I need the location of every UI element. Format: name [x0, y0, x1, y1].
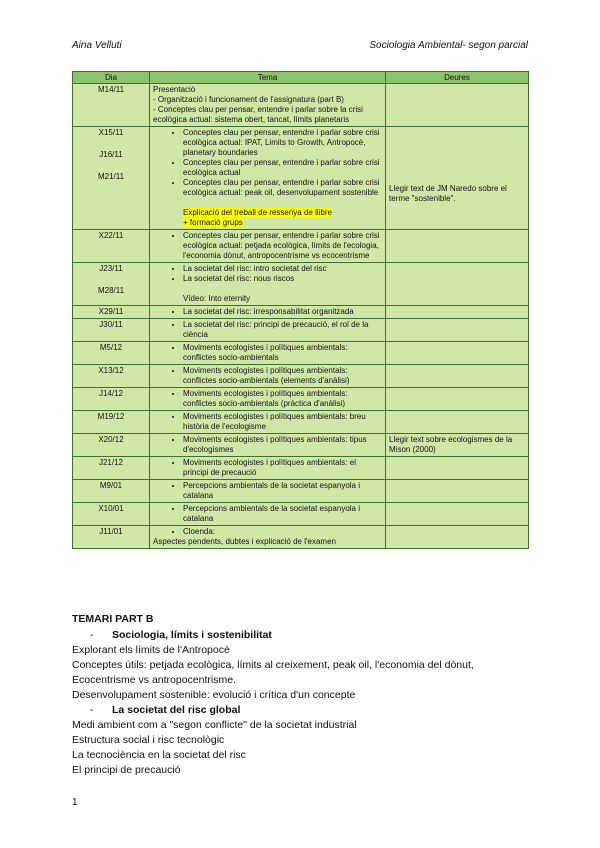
homework-cell [386, 434, 529, 457]
table-row [73, 230, 529, 263]
homework-cell [386, 457, 529, 480]
col-header-day: Dia [73, 72, 150, 84]
topic-item: • Moviments ecologistes i polítiques ambientals: conflictes socio-ambientals [183, 343, 382, 363]
topic-line: Presentació [153, 85, 196, 94]
homework-cell [386, 503, 529, 526]
day-label: J21/12 [98, 458, 124, 467]
temari-item: El principi de precaució [72, 764, 181, 776]
day-label: X13/12 [98, 366, 124, 375]
topic-cell [150, 84, 386, 127]
schedule-table [72, 71, 529, 549]
table-row [73, 263, 529, 306]
table-row [73, 503, 529, 526]
table-row [73, 365, 529, 388]
topic-item: • Conceptes clau per pensar, entendre i parlar sobre crisi ecològica actual: petjada ecològica, límits de l'ecologia, l'economia dònut, antropocentrisme vs ecocentrisme [183, 231, 382, 261]
day-cell [73, 230, 150, 263]
topic-list [153, 366, 382, 386]
spacer [153, 198, 382, 208]
temari-heading [72, 703, 542, 718]
topic-cell [150, 365, 386, 388]
temari-section [72, 612, 542, 778]
temari-item: Estructura social i risc tecnològic [72, 734, 225, 746]
topic-cell [150, 230, 386, 263]
day-cell [73, 84, 150, 127]
topic-list [153, 307, 382, 317]
page-number: 1 [72, 797, 78, 808]
topic-list [153, 458, 382, 478]
topic-line: - Conceptes clau per pensar, entendre i parlar sobre la crisi ecològica actual: sistema obert, tancat, límits planetaris [153, 105, 363, 124]
temari-item: Explorant els límits de l'Antropocè [72, 644, 230, 656]
day-label: M5/12 [99, 343, 123, 352]
table-row [73, 342, 529, 365]
topic-item: • La societat del risc: principi de precaució, el rol de la ciència [183, 320, 382, 340]
topic-item: • Conceptes clau per pensar, entendre i parlar sobre crisi ecològica actual: peak oil, desenvolupament sostenible [183, 178, 382, 198]
homework-text: Llegir text sobre ecologismes de la Mison (2000) [389, 435, 513, 454]
homework-cell [386, 319, 529, 342]
temari-title: TEMARI PART B [72, 613, 154, 625]
temari-item: Ecocentrisme vs antropocentrisme. [72, 674, 236, 686]
topic-list [153, 481, 382, 501]
highlight-line: Explicació del treball de ressenya de llibre [183, 208, 332, 217]
temari-heading-text: Sociologia, límits i sostenibilitat [112, 629, 272, 641]
topic-cell [150, 127, 386, 230]
day-label: M28/11 [97, 286, 125, 295]
topic-cell [150, 411, 386, 434]
header-course: Sociologia Ambiental- segon parcial [369, 40, 528, 51]
temari-heading-text: La societat del risc global [112, 704, 241, 716]
homework-cell [386, 526, 529, 549]
topic-cell [150, 388, 386, 411]
day-label: M14/11 [97, 85, 125, 94]
homework-cell [386, 411, 529, 434]
table-row [73, 306, 529, 319]
day-label: M19/12 [97, 412, 125, 421]
topic-cell [150, 306, 386, 319]
topic-item: • Moviments ecologistes i polítiques ambientals: conflictes socio-ambientals (elements d'anàlisi) [183, 366, 382, 386]
topic-cell [150, 480, 386, 503]
highlight-line: + formació grups [183, 218, 243, 227]
topic-item: • Moviments ecologistes i polítiques ambientals: breu història de l'ecologisme [183, 412, 382, 432]
col-header-homework: Deures [386, 72, 529, 84]
topic-item: • La societat del risc: nous riscos [183, 274, 382, 284]
topic-item: • Percepcions ambientals de la societat espanyola i catalana [183, 481, 382, 501]
topic-line: - Organització i funcionament de l'assignatura (part B) [153, 95, 344, 104]
topic-item: • Moviments ecologistes i polítiques ambientals: conflictes socio-ambientals (pràctica d'anàlisi) [183, 389, 382, 409]
temari-bullet: - [90, 704, 94, 716]
topic-cell [150, 263, 386, 306]
homework-cell [386, 263, 529, 306]
temari-item: Medi ambient com a "segon conflicte" de la societat industrial [72, 719, 357, 731]
topic-list [153, 264, 382, 284]
day-cell [73, 319, 150, 342]
topic-cell [150, 457, 386, 480]
day-cell [73, 127, 150, 230]
table-row [73, 457, 529, 480]
topic-cell [150, 319, 386, 342]
day-cell [73, 457, 150, 480]
homework-cell [386, 365, 529, 388]
temari-heading [72, 628, 542, 643]
day-cell [73, 388, 150, 411]
topic-list [153, 320, 382, 340]
topic-cell [150, 503, 386, 526]
day-cell [73, 342, 150, 365]
table-row [73, 526, 529, 549]
topic-extra: Vídeo: Into eternity [183, 294, 251, 303]
topic-item: • Moviments ecologistes i polítiques ambientals: el principi de precaució [183, 458, 382, 478]
day-label: X29/11 [98, 307, 124, 316]
topic-list [153, 231, 382, 261]
day-label: J16/11 [99, 150, 123, 159]
topic-cell [150, 526, 386, 549]
homework-cell [386, 342, 529, 365]
topic-list [153, 128, 382, 198]
day-cell [73, 480, 150, 503]
day-cell [73, 503, 150, 526]
day-cell [73, 434, 150, 457]
temari-item: Conceptes útils: petjada ecològica, límits al creixement, peak oil, l'economia del dònut, [72, 659, 474, 671]
topic-item: • Cloenda: [183, 527, 382, 537]
homework-cell [386, 127, 529, 230]
day-cell [73, 365, 150, 388]
homework-text: Llegir text de JM Naredo sobre el terme "sostenible". [389, 184, 507, 203]
day-label: X10/01 [98, 504, 124, 513]
topic-cell [150, 434, 386, 457]
day-label: M9/01 [99, 481, 123, 490]
day-label: X20/12 [98, 435, 124, 444]
day-label: J11/01 [99, 527, 123, 536]
header-author: Aina Velluti [72, 40, 122, 51]
day-label: M21/11 [97, 172, 125, 181]
topic-item: • La societat del risc: irresponsabilitat organitzada [183, 307, 382, 317]
table-row [73, 84, 529, 127]
topic-list [153, 527, 382, 537]
day-cell [73, 263, 150, 306]
topic-item: • La societat del risc: intro societat del risc [183, 264, 382, 274]
homework-cell [386, 84, 529, 127]
temari-item: La tecnociència en la societat del risc [72, 749, 246, 761]
topic-item: • Percepcions ambientals de la societat espanyola i catalana [183, 504, 382, 524]
table-row [73, 319, 529, 342]
table-row [73, 411, 529, 434]
topic-item: • Conceptes clau per pensar, entendre i parlar sobre crisi ecològica actual [183, 158, 382, 178]
table-row [73, 434, 529, 457]
topic-extra: Aspectes pendents, dubtes i explicació de l'examen [153, 537, 336, 546]
day-label: X22/11 [98, 231, 124, 240]
day-cell [73, 526, 150, 549]
highlight-note [153, 208, 382, 228]
temari-item: Desenvolupament sostenible: evolució i crítica d'un concepte [72, 689, 356, 701]
topic-list [153, 389, 382, 409]
table-row [73, 480, 529, 503]
col-header-topic: Tema [150, 72, 386, 84]
day-cell [73, 411, 150, 434]
table-row [73, 388, 529, 411]
day-label: J14/12 [98, 389, 124, 398]
topic-item: • Conceptes clau per pensar, entendre i parlar sobre crisi ecològica actual: IPAT, Limits to Growth, Antropocè, planetary boundaries [183, 128, 382, 158]
homework-cell [386, 480, 529, 503]
day-label: J23/11 [99, 264, 123, 273]
day-label: X15/11 [98, 128, 124, 137]
day-cell [73, 306, 150, 319]
day-label: J30/11 [99, 320, 123, 329]
topic-item: • Moviments ecologistes i polítiques ambientals: tipus d'ecologismes [183, 435, 382, 455]
topic-list [153, 412, 382, 432]
table-header-row [73, 72, 529, 84]
topic-list [153, 504, 382, 524]
homework-cell [386, 388, 529, 411]
homework-cell [386, 306, 529, 319]
topic-list [153, 435, 382, 455]
topic-cell [150, 342, 386, 365]
table-row [73, 127, 529, 230]
topic-list [153, 343, 382, 363]
temari-bullet: - [90, 629, 94, 641]
homework-cell [386, 230, 529, 263]
